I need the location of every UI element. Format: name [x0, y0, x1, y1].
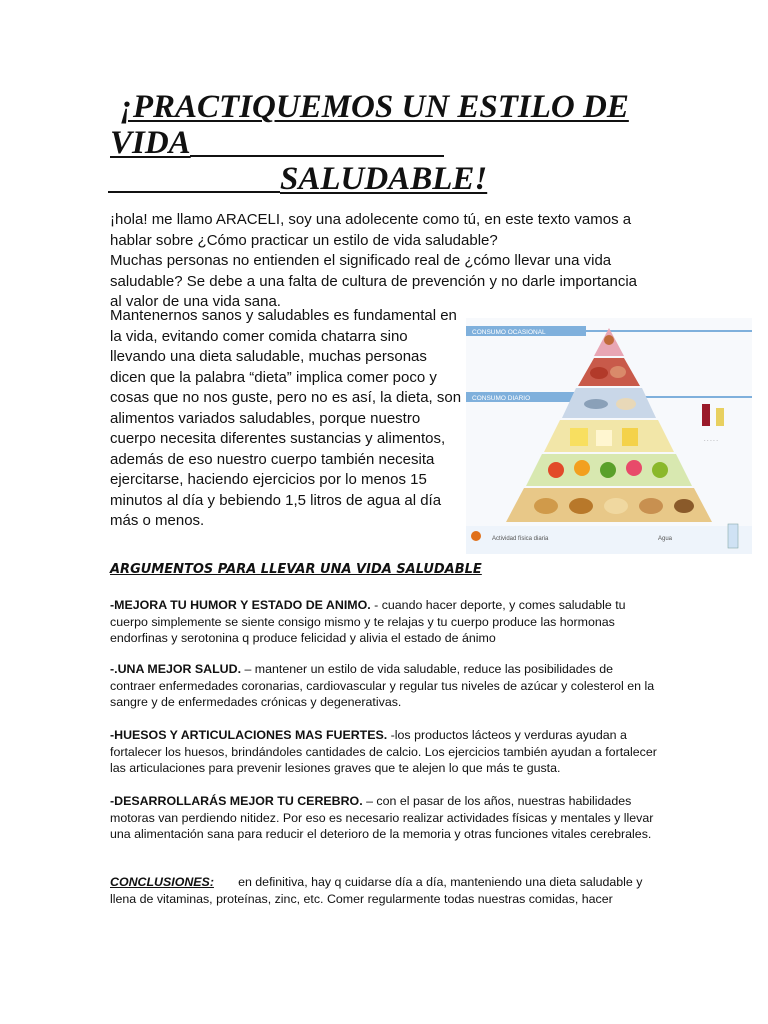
- intro-paragraph-2: Muchas personas no entienden el significado real de ¿cómo llevar una vida saludable? Se debe a una falta de cultura de prevención y no darle importancia al valor de una vida sana.: [110, 252, 638, 310]
- water-bottle-icon: [728, 524, 738, 548]
- conclusions-heading: CONCLUSIONES:: [110, 875, 214, 889]
- conclusions: [110, 874, 658, 907]
- title-line-3: SALUDABLE!: [280, 161, 488, 197]
- argument-brain: [110, 793, 658, 843]
- argument-bones: [110, 727, 658, 777]
- intro-column: [110, 306, 462, 532]
- title-underline-2: [190, 155, 444, 157]
- tier-fish: [562, 388, 656, 418]
- argument-brain-text: – con el pasar de los años, nuestras habilidades motoras van perdiendo nitidez. Por eso es necesario realizar actividades físicas y mentales y llevar una alimentación sana para reducir el deterioro de la memoria y otras funciones vitales cerebrales.: [110, 794, 654, 842]
- argument-health-text: – mantener un estilo de vida saludable, reduce las posibilidades de contraer enfermedades coronarias, cardiovascular y regular tus niveles de azúcar y colesterol en la sangre y de enfermedades crónicas y degenerativas.: [110, 662, 655, 710]
- argument-health-title: -.UNA MEJOR SALUD.: [110, 662, 242, 676]
- intro-text: [110, 210, 650, 313]
- arguments-heading: ARGUMENTOS PARA LLEVAR UNA VIDA SALUDABLE: [110, 562, 482, 577]
- argument-mood-title: -MEJORA TU HUMOR Y ESTADO DE ANIMO.: [110, 598, 371, 612]
- argument-mood: [110, 597, 658, 647]
- title-line-2: VIDA: [110, 125, 191, 161]
- argument-mood-text: - cuando hacer deporte, y comes saludable tu cuerpo simplemente se siente consigo mismo y te relajas y tu cuerpo produce las hormonas endorfinas y serotonina q produce felicidad y alivia el estado de ánimo: [110, 598, 626, 646]
- runner-icon: [471, 531, 481, 541]
- argument-brain-title: -DESARROLLARÁS MEJOR TU CEREBRO.: [110, 794, 363, 808]
- intro-paragraph-1: ¡hola! me llamo ARACELI, soy una adolecente como tú, en este texto vamos a hablar sobre ¿Cómo practicar un estilo de vida saludable?: [110, 211, 632, 249]
- label-water: Agua: [658, 536, 673, 542]
- label-daily: CONSUMO DIARIO: [472, 395, 531, 402]
- food-pyramid-image: [466, 318, 752, 554]
- conclusions-text: en definitiva, hay q cuidarse día a día, manteniendo una dieta saludable y llena de vitaminas, proteínas, zinc, etc. Comer regularmente todas nuestras comidas, hacer: [110, 875, 643, 906]
- title-line-1: ¡PRACTIQUEMOS UN ESTILO DE: [120, 89, 629, 125]
- argument-bones-text: -los productos lácteos y verduras ayudan a fortalecer los huesos, brindándoles cantidades de calcio. Los ejercicios también ayudan a fortalecer las articulaciones para prevenir lesiones graves que te alejen lo que más te gusta.: [110, 728, 657, 776]
- argument-health: [110, 661, 658, 711]
- argument-bones-title: -HUESOS Y ARTICULACIONES MAS FUERTES.: [110, 728, 388, 742]
- title-underline-3-left: [108, 191, 280, 193]
- label-occasional: CONSUMO OCASIONAL: [472, 329, 546, 336]
- intro-paragraph-3: Mantenernos sanos y saludables es fundamental en la vida, evitando comer comida chatarra sino llevando una dieta saludable, muchas personas dicen que la palabra “dieta” implica comer poco y cosas que no nos guste, pero no es así, la dieta, son alimentos variados saludables, porque nuestro cuerpo necesita diferentes sustancias y alimentos, además de eso nuestro cuerpo también necesita ejercitarse, haciendo ejercicios por lo menos 15 minutos al día y bebiendo 1,5 litros de agua al día más o menos.: [110, 307, 462, 529]
- side-note-text: · · · · ·: [704, 438, 718, 444]
- label-activity: Actividad física diaria: [492, 536, 549, 542]
